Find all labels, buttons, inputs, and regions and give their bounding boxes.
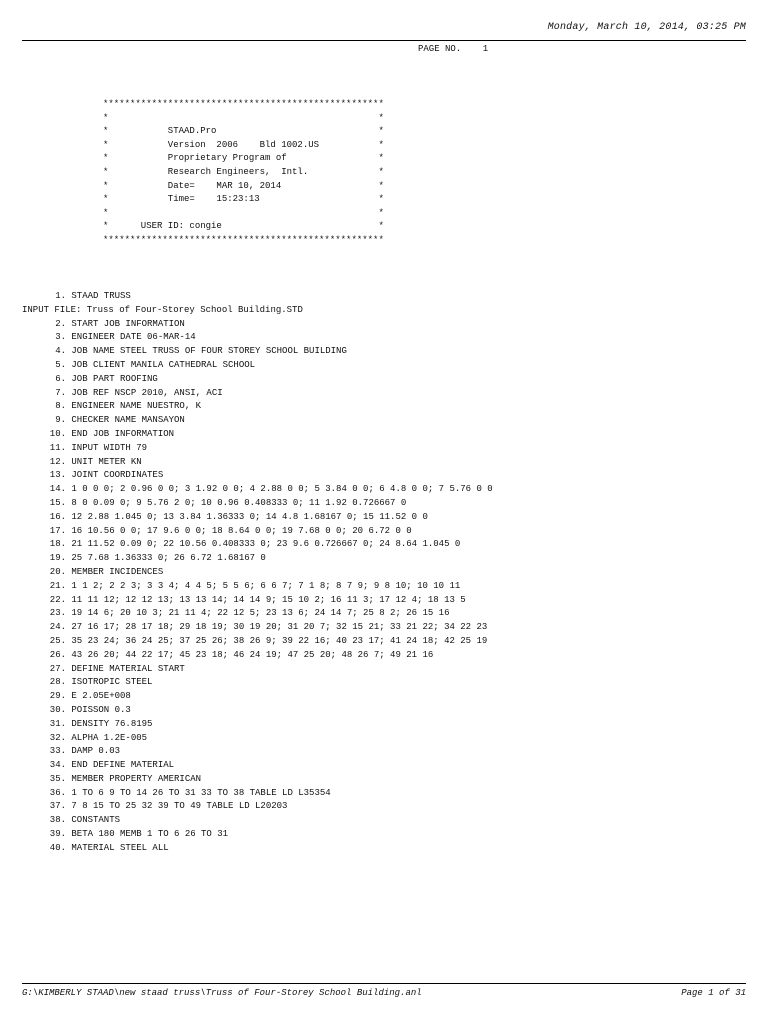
line-text: MATERIAL STEEL ALL — [71, 842, 169, 853]
line-number: 25. — [49, 635, 66, 646]
line-number: 20. — [49, 566, 66, 577]
listing-line — [22, 635, 493, 649]
line-text: DEFINE MATERIAL START — [71, 663, 185, 674]
line-text: END DEFINE MATERIAL — [71, 760, 175, 771]
line-text: CHECKER NAME MANSAYON — [71, 415, 185, 426]
line-number: 34. — [49, 760, 66, 771]
line-text: 19 14 6; 20 10 3; 21 11 4; 22 12 5; 23 13 6; 24 14 7; 25 8 2; 26 15 16 — [71, 608, 450, 619]
line-text: DENSITY 76.8195 — [71, 718, 153, 729]
line-number: 29. — [49, 691, 66, 702]
listing-line — [22, 745, 493, 759]
line-text: 21 11.52 0.09 0; 22 10.56 0.408333 0; 23 9.6 0.726667 0; 24 8.64 1.045 0 — [71, 539, 461, 550]
line-number: 18. — [49, 539, 66, 550]
line-number: 36. — [49, 787, 66, 798]
line-number: 28. — [49, 677, 66, 688]
line-number: 12. — [49, 456, 66, 467]
banner-line: * * — [103, 112, 384, 123]
listing-line — [22, 676, 493, 690]
line-text: ALPHA 1.2E-005 — [71, 732, 148, 743]
page-count: Page 1 of 31 — [681, 988, 746, 998]
line-text: 16 10.56 0 0; 17 9.6 0 0; 18 8.64 0 0; 19 7.68 0 0; 20 6.72 0 0 — [71, 525, 412, 536]
listing-line — [22, 538, 493, 552]
banner-line: * USER ID: congie * — [103, 221, 384, 232]
line-text: END JOB INFORMATION — [71, 428, 175, 439]
line-text: START JOB INFORMATION — [71, 318, 185, 329]
listing-line — [22, 759, 493, 773]
listing-line — [22, 483, 493, 497]
file-path: G:\KIMBERLY STAAD\new staad truss\Truss of Four-Storey School Building.anl — [22, 988, 422, 998]
banner-line: * Date= MAR 10, 2014 * — [103, 180, 384, 191]
listing-line — [22, 787, 493, 801]
line-text: 35 23 24; 36 24 25; 37 25 26; 38 26 9; 39 22 16; 40 23 17; 41 24 18; 42 25 19 — [71, 635, 488, 646]
listing-line — [22, 469, 493, 483]
line-number: 11. — [49, 442, 66, 453]
line-number: 14. — [49, 484, 66, 495]
banner-line: **************************************************** — [103, 234, 384, 245]
line-text: JOB NAME STEEL TRUSS OF FOUR STOREY SCHOOL BUILDING — [71, 346, 347, 357]
line-number: 1. — [55, 291, 66, 301]
listing-line — [22, 607, 493, 621]
line-number: 16. — [49, 511, 66, 522]
listing-line — [22, 359, 493, 373]
line-text: ISOTROPIC STEEL — [71, 677, 153, 688]
line-number: 26. — [49, 649, 66, 660]
banner-line: * Research Engineers, Intl. * — [103, 166, 384, 177]
line-number: 10. — [49, 428, 66, 439]
listing-line — [22, 497, 493, 511]
line-number: 33. — [49, 746, 66, 757]
line-number: 7. — [55, 387, 66, 398]
line-number: 15. — [49, 497, 66, 508]
line-text: 8 0 0.09 0; 9 5.76 2 0; 10 0.96 0.408333 0; 11 1.92 0.726667 0 — [71, 497, 407, 508]
line-number: 39. — [49, 829, 66, 840]
line-text: INPUT FILE: Truss of Four-Storey School Building.STD — [22, 304, 303, 315]
line-text: JOB PART ROOFING — [71, 373, 158, 384]
line-number: 23. — [49, 608, 66, 619]
line-text: POISSON 0.3 — [71, 704, 131, 715]
listing-line — [22, 373, 493, 387]
line-number: 6. — [55, 373, 66, 384]
listing-line — [22, 525, 493, 539]
line-number: 38. — [49, 815, 66, 826]
listing-line — [22, 800, 493, 814]
header-rule — [22, 40, 746, 41]
line-number: 31. — [49, 718, 66, 729]
line-number: 3. — [55, 332, 66, 343]
program-banner — [103, 98, 384, 248]
line-number: 13. — [49, 470, 66, 481]
listing-line — [22, 428, 493, 442]
line-number: 9. — [55, 415, 66, 426]
line-text: 7 8 15 TO 25 32 39 TO 49 TABLE LD L20203 — [71, 801, 288, 812]
line-number: 5. — [55, 359, 66, 370]
line-text: E 2.05E+008 — [71, 691, 131, 702]
banner-line: * Proprietary Program of * — [103, 153, 384, 164]
line-number: 35. — [49, 773, 66, 784]
line-text: INPUT WIDTH 79 — [71, 442, 148, 453]
listing-line — [22, 828, 493, 842]
listing-line — [22, 773, 493, 787]
line-number: 2. — [55, 318, 66, 329]
listing-line — [22, 442, 493, 456]
line-text: 1 1 2; 2 2 3; 3 3 4; 4 4 5; 5 5 6; 6 6 7; 7 1 8; 8 7 9; 9 8 10; 10 10 11 — [71, 580, 461, 591]
listing-line — [22, 456, 493, 470]
listing-line — [22, 566, 493, 580]
line-text: MEMBER PROPERTY AMERICAN — [71, 773, 202, 784]
line-text: ENGINEER DATE 06-MAR-14 — [71, 332, 196, 343]
line-text: 11 11 12; 12 12 13; 13 13 14; 14 14 9; 15 10 2; 16 11 3; 17 12 4; 18 13 5 — [71, 594, 466, 605]
listing-line — [22, 345, 493, 359]
line-number: 40. — [49, 842, 66, 853]
listing-line — [22, 842, 493, 856]
banner-line: * STAAD.Pro * — [103, 126, 384, 137]
line-text: 43 26 20; 44 22 17; 45 23 18; 46 24 19; 47 25 20; 48 26 7; 49 21 16 — [71, 649, 434, 660]
line-text: 1 0 0 0; 2 0.96 0 0; 3 1.92 0 0; 4 2.88 0 0; 5 3.84 0 0; 6 4.8 0 0; 7 5.76 0 0 — [71, 484, 493, 495]
listing-line — [22, 331, 493, 345]
listing-line — [22, 732, 493, 746]
line-number: 19. — [49, 553, 66, 564]
page-number: PAGE NO. 1 — [418, 44, 489, 54]
line-text: 12 2.88 1.045 0; 13 3.84 1.36333 0; 14 4.8 1.68167 0; 15 11.52 0 0 — [71, 511, 428, 522]
listing-line — [22, 318, 493, 332]
line-number: 27. — [49, 663, 66, 674]
listing-line — [22, 290, 493, 304]
listing-line — [22, 304, 493, 318]
listing-line — [22, 718, 493, 732]
line-text: JOB CLIENT MANILA CATHEDRAL SCHOOL — [71, 359, 256, 370]
listing-line — [22, 690, 493, 704]
listing-line — [22, 814, 493, 828]
listing-line — [22, 580, 493, 594]
line-number: 4. — [55, 346, 66, 357]
line-text: JOB REF NSCP 2010, ANSI, ACI — [71, 387, 223, 398]
banner-line: **************************************************** — [103, 99, 384, 109]
line-number: 30. — [49, 704, 66, 715]
line-number: 37. — [49, 801, 66, 812]
line-number: 32. — [49, 732, 66, 743]
listing-line — [22, 594, 493, 608]
line-number: 22. — [49, 594, 66, 605]
line-text: 1 TO 6 9 TO 14 26 TO 31 33 TO 38 TABLE LD L35354 — [71, 787, 331, 798]
report-date: Monday, March 10, 2014, 03:25 PM — [547, 22, 746, 33]
listing-line — [22, 387, 493, 401]
line-text: DAMP 0.03 — [71, 746, 121, 757]
line-text: UNIT METER KN — [71, 456, 142, 467]
line-number: 24. — [49, 622, 66, 633]
listing-line — [22, 400, 493, 414]
line-text: BETA 180 MEMB 1 TO 6 26 TO 31 — [71, 829, 229, 840]
banner-line: * * — [103, 207, 384, 218]
listing-line — [22, 649, 493, 663]
line-text: JOINT COORDINATES — [71, 470, 164, 481]
line-number: 17. — [49, 525, 66, 536]
banner-line: * Version 2006 Bld 1002.US * — [103, 139, 384, 150]
line-text: ENGINEER NAME NUESTRO, K — [71, 401, 202, 412]
listing-line — [22, 621, 493, 635]
footer-rule — [22, 983, 746, 984]
listing-line — [22, 663, 493, 677]
line-text: CONSTANTS — [71, 815, 121, 826]
line-text: MEMBER INCIDENCES — [71, 566, 164, 577]
listing-line — [22, 511, 493, 525]
line-text: 27 16 17; 28 17 18; 29 18 19; 30 19 20; 31 20 7; 32 15 21; 33 21 22; 34 22 23 — [71, 622, 488, 633]
line-text: 25 7.68 1.36333 0; 26 6.72 1.68167 0 — [71, 553, 266, 564]
input-listing — [22, 290, 493, 856]
listing-line — [22, 552, 493, 566]
banner-line: * Time= 15:23:13 * — [103, 194, 384, 205]
line-number: 21. — [49, 580, 66, 591]
listing-line — [22, 704, 493, 718]
line-number: 8. — [55, 401, 66, 412]
line-text: STAAD TRUSS — [71, 291, 131, 301]
listing-line — [22, 414, 493, 428]
